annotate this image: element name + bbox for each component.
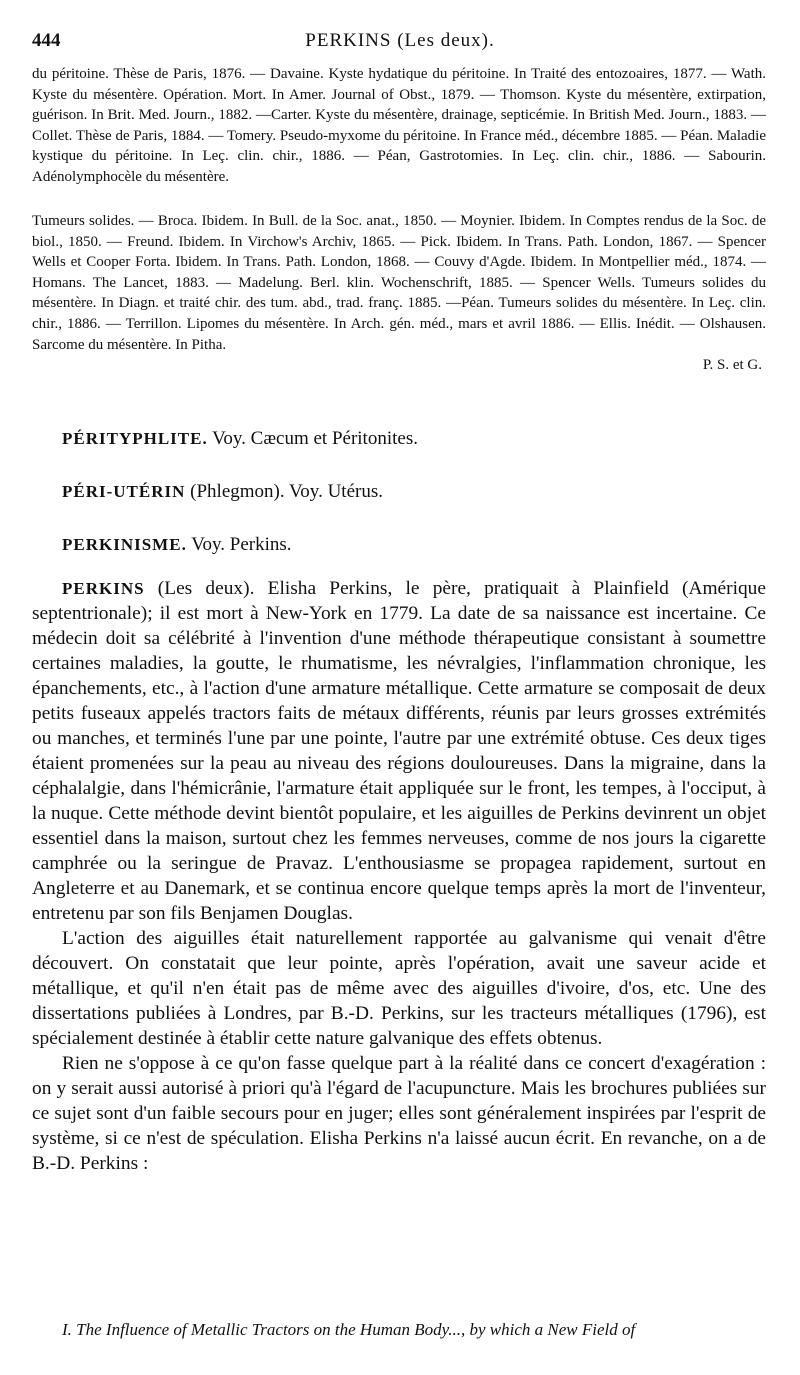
bibliography-text: Tumeurs solides. — Broca. Ibidem. In Bull. de la Soc. anat., 1850. — Moynier. Ibidem. In Comptes rendus de la Soc. de biol., 1850. — Freund. Ibidem. In Virchow's Archiv, 1865. — Pick. Ibidem. In Trans. Path. London, 1867. — Spencer Wells et Cooper Forta. Ibidem. In Trans. Path. London, 1868. — Couvy d'Agde. Ibidem. In Montpellier méd., 1874. — Homans. The Lancet, 1883. — Madelung. Berl. klin. Wochenschrift, 1885. — Spencer Wells. Tumeurs solides du mésentère. In Diagn. et traité chir. des tum. abd., trad. franç. 1885. —Péan. Tumeurs solides du mésentère. In Leç. clin. chir., 1886. — Terrillon. Lipomes du mésentère. In Arch. gén. méd., mars et avril 1886. — Ellis. Inédit. — Olshausen. Sarcome du mésentère. In Pitha. bbox=[32, 213, 766, 353]
article-perkins bbox=[32, 576, 766, 1176]
article-subtitle: (Les deux). bbox=[144, 578, 268, 599]
page-number: 444 bbox=[32, 30, 61, 51]
entry-perkinisme bbox=[62, 534, 766, 556]
entry-crossref: (Phlegmon). Voy. Utérus. bbox=[185, 481, 383, 502]
bibliography-peritoine bbox=[32, 64, 766, 188]
paragraph-text: Elisha Perkins, le père, pratiquait à Plainfield (Amérique septentrionale); il est mort à New-York en 1779. La date de sa naissance est incertaine. Ce médecin doit sa célébrité à l'invention d'une méthode thérapeutique consistant à soumettre certaines maladies, la goutte, le rhumatisme, les névralgies, l'inflammation chronique, les épanchements, etc., à l'action d'une armature métallique. Cette armature se composait de deux petits fuseaux appelés tractors faits de métaux différents, réunis par leurs grosses extrémités ou manches, et terminés l'une par une pointe, l'autre par une extrémité obtuse. Ces deux tiges étaient promenées sur la peau au niveau des régions douloureuses. Dans la migraine, dans la céphalalgie, dans l'hémicrânie, l'armature était appliquée sur le front, les tempes, à l'occiput, à la nuque. Cette méthode devint bientôt populaire, et les aiguilles de Perkins devinrent un objet essentiel dans la maison, surtout chez les femmes nerveuses, comme de nos jours la cigarette camphrée ou la seringue de Pravaz. L'enthousiasme se propagea rapidement, surtout en Angleterre et au Danemark, et se continua encore quelque temps après la mort de l'inventeur, entretenu par son fils Benjamen Douglas. bbox=[32, 578, 766, 924]
entry-headword: PÉRITYPHLITE. bbox=[62, 429, 208, 448]
bibliography-text: du péritoine. Thèse de Paris, 1876. — Davaine. Kyste hydatique du péritoine. In Traité des entozoaires, 1877. — Wath. Kyste du mésentère. Opération. Mort. In Amer. Journal of Obst., 1879. — Thomson. Kyste du mésentère, extirpation, guérison. In Brit. Med. Journ., 1882. —Carter. Kyste du mésentère, drainage, septicémie. In British Med. Journ., 1883. — Collet. Thèse de Paris, 1884. — Tomery. Pseudo-myxome du péritoine. In France méd., décembre 1885. — Péan. Maladie kystique du péritoine. In Leç. clin. chir., 1886. — Péan, Gastrotomies. In Leç. clin. chir., 1886. — Sabourin. Adénolymphocèle du mésentère. bbox=[32, 66, 766, 185]
entry-headword: PÉRI-UTÉRIN bbox=[62, 482, 186, 501]
article-paragraph: L'action des aiguilles était naturellement rapportée au galvanisme qui venait d'être découvert. On constatait que leur pointe, après l'opération, avait une saveur acide et métallique, et qu'il n'en était pas de même avec des aiguilles d'ivoire, d'os, etc. Une des dissertations publiées à Londres, par B.-D. Perkins, sur les tracteurs métalliques (1796), est spécialement destinée à établir cette nature galvanique des effets obtenus. bbox=[32, 928, 766, 1049]
article-paragraph bbox=[32, 576, 766, 926]
footnote: I. The Influence of Metallic Tractors on the Human Body..., by which a New Field of bbox=[62, 1320, 636, 1339]
entry-peri-uterin bbox=[62, 481, 766, 503]
entry-headword: PERKINISME. bbox=[62, 535, 187, 554]
entry-perityphlite bbox=[62, 428, 766, 450]
entry-crossref: Voy. Cæcum et Péritonites. bbox=[207, 428, 418, 449]
author-signature: P. S. et G. bbox=[702, 357, 762, 374]
article-paragraph: Rien ne s'oppose à ce qu'on fasse quelque part à la réalité dans ce concert d'exagération : on y serait aussi autorisé à priori qu'à l'égard de l'acupuncture. Mais les brochures publiées sur ce sujet sont d'un faible secours pour en juger; elles sont généralement inspirées par l'esprit de système, si ce n'est de spéculation. Elisha Perkins n'a laissé aucun écrit. En revanche, on a de B.-D. Perkins : bbox=[32, 1053, 766, 1174]
bibliography-solid-tumors bbox=[32, 211, 766, 376]
entry-crossref: Voy. Perkins. bbox=[186, 534, 292, 555]
running-title: PERKINS (Les deux). bbox=[305, 30, 495, 51]
article-headword: PERKINS bbox=[62, 579, 145, 598]
page-header bbox=[32, 30, 768, 54]
